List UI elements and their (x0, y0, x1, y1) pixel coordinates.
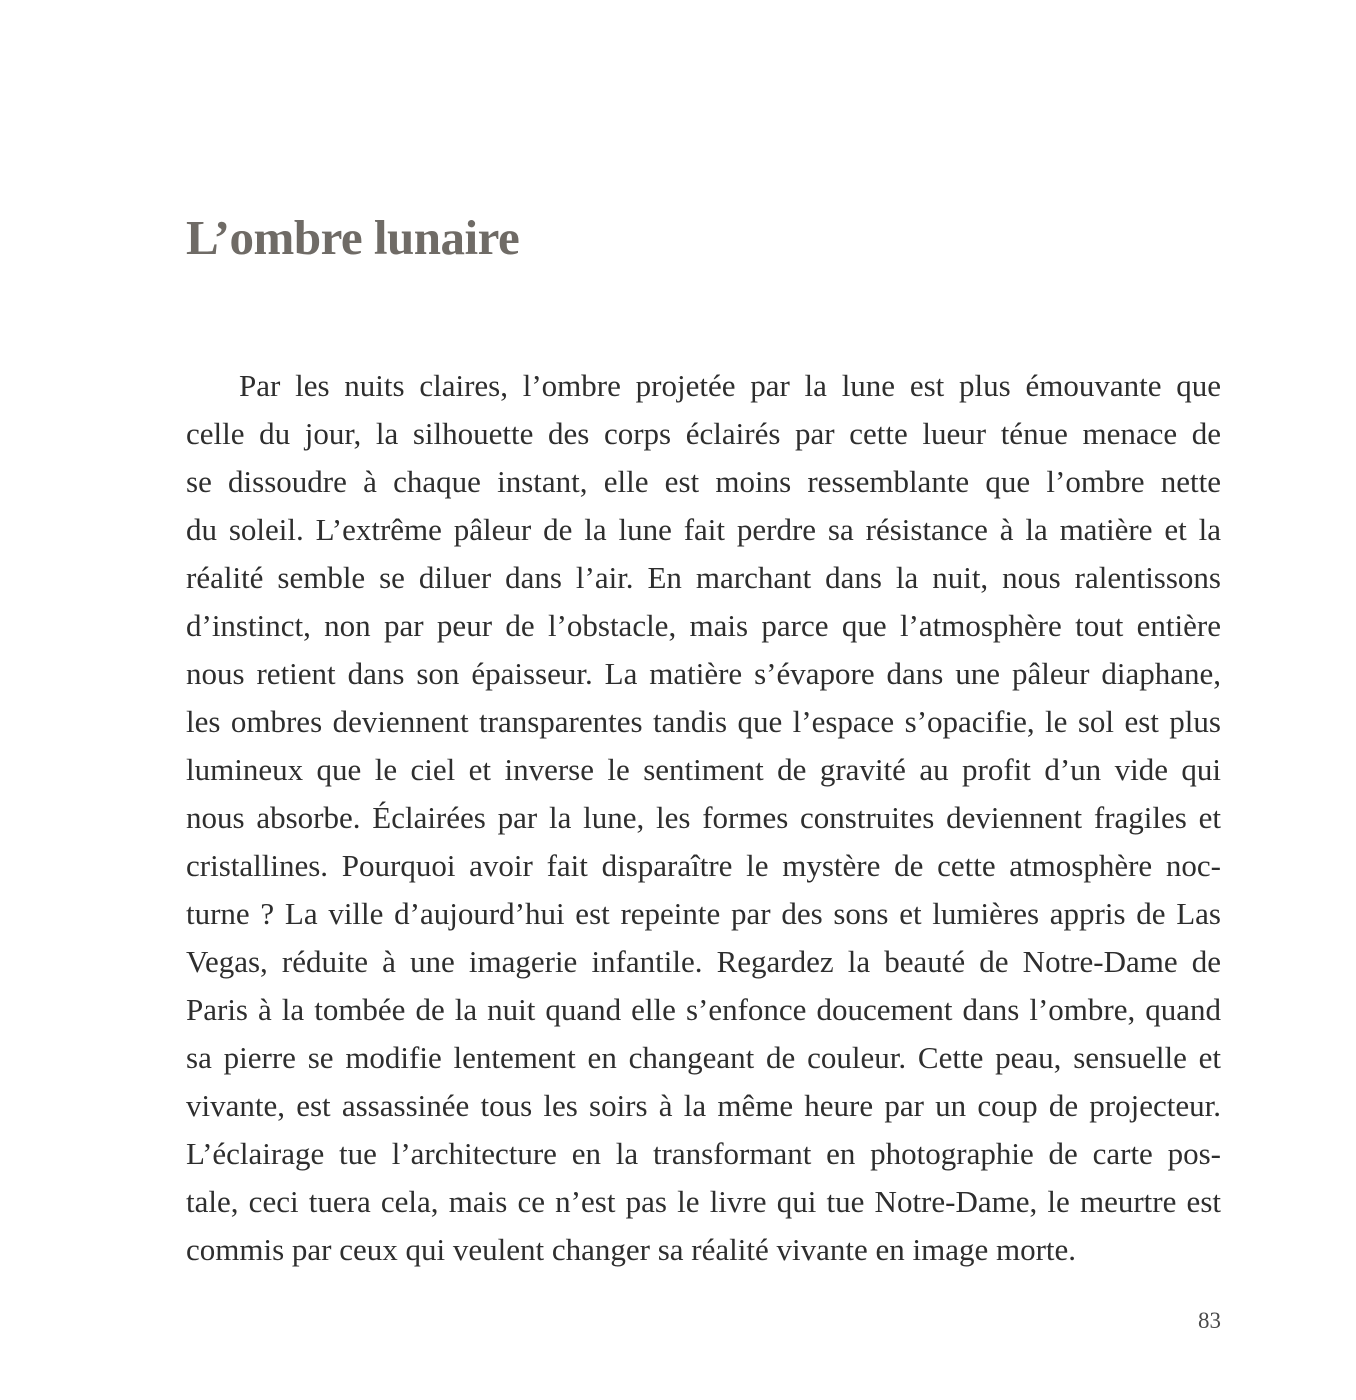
body-paragraph (186, 362, 1221, 1274)
text-line: tale, ceci tuera cela, mais ce n’est pas le livre qui tue Notre-Dame, le meurtre est (186, 1184, 1221, 1219)
text-line: turne ? La ville d’aujourd’hui est repeinte par des sons et lumières appris de Las (186, 896, 1221, 931)
text-line: réalité semble se diluer dans l’air. En marchant dans la nuit, nous ralentissons (186, 560, 1221, 595)
text-line: nous absorbe. Éclairées par la lune, les formes construites deviennent fragiles et (186, 800, 1221, 835)
text-line: Par les nuits claires, l’ombre projetée par la lune est plus émouvante que (239, 368, 1221, 403)
text-line: Vegas, réduite à une imagerie infantile. Regardez la beauté de Notre-Dame de (186, 944, 1221, 979)
text-line: d’instinct, non par peur de l’obstacle, mais parce que l’atmosphère tout entière (186, 608, 1221, 643)
text-line: celle du jour, la silhouette des corps éclairés par cette lueur ténue menace de (186, 416, 1221, 451)
text-line: se dissoudre à chaque instant, elle est moins ressemblante que l’ombre nette (186, 464, 1221, 499)
text-line: lumineux que le ciel et inverse le sentiment de gravité au profit d’un vide qui (186, 752, 1221, 787)
text-line: Paris à la tombée de la nuit quand elle s’enfonce doucement dans l’ombre, quand (186, 992, 1221, 1027)
text-line: cristallines. Pourquoi avoir fait disparaître le mystère de cette atmosphère noc- (186, 848, 1221, 883)
text-line: L’éclairage tue l’architecture en la transformant en photographie de carte pos- (186, 1136, 1221, 1171)
text-line: vivante, est assassinée tous les soirs à la même heure par un coup de projecteur. (186, 1088, 1221, 1123)
text-line: nous retient dans son épaisseur. La matière s’évapore dans une pâleur diaphane, (186, 656, 1221, 691)
page-number: 83 (1198, 1308, 1221, 1333)
text-line: les ombres deviennent transparentes tandis que l’espace s’opacifie, le sol est plus (186, 704, 1221, 739)
chapter-title: L’ombre lunaire (186, 210, 520, 265)
text-line: du soleil. L’extrême pâleur de la lune fait perdre sa résistance à la matière et la (186, 512, 1221, 547)
text-line: commis par ceux qui veulent changer sa réalité vivante en image morte. (186, 1232, 1077, 1267)
text-line: sa pierre se modifie lentement en changeant de couleur. Cette peau, sensuelle et (186, 1040, 1221, 1075)
